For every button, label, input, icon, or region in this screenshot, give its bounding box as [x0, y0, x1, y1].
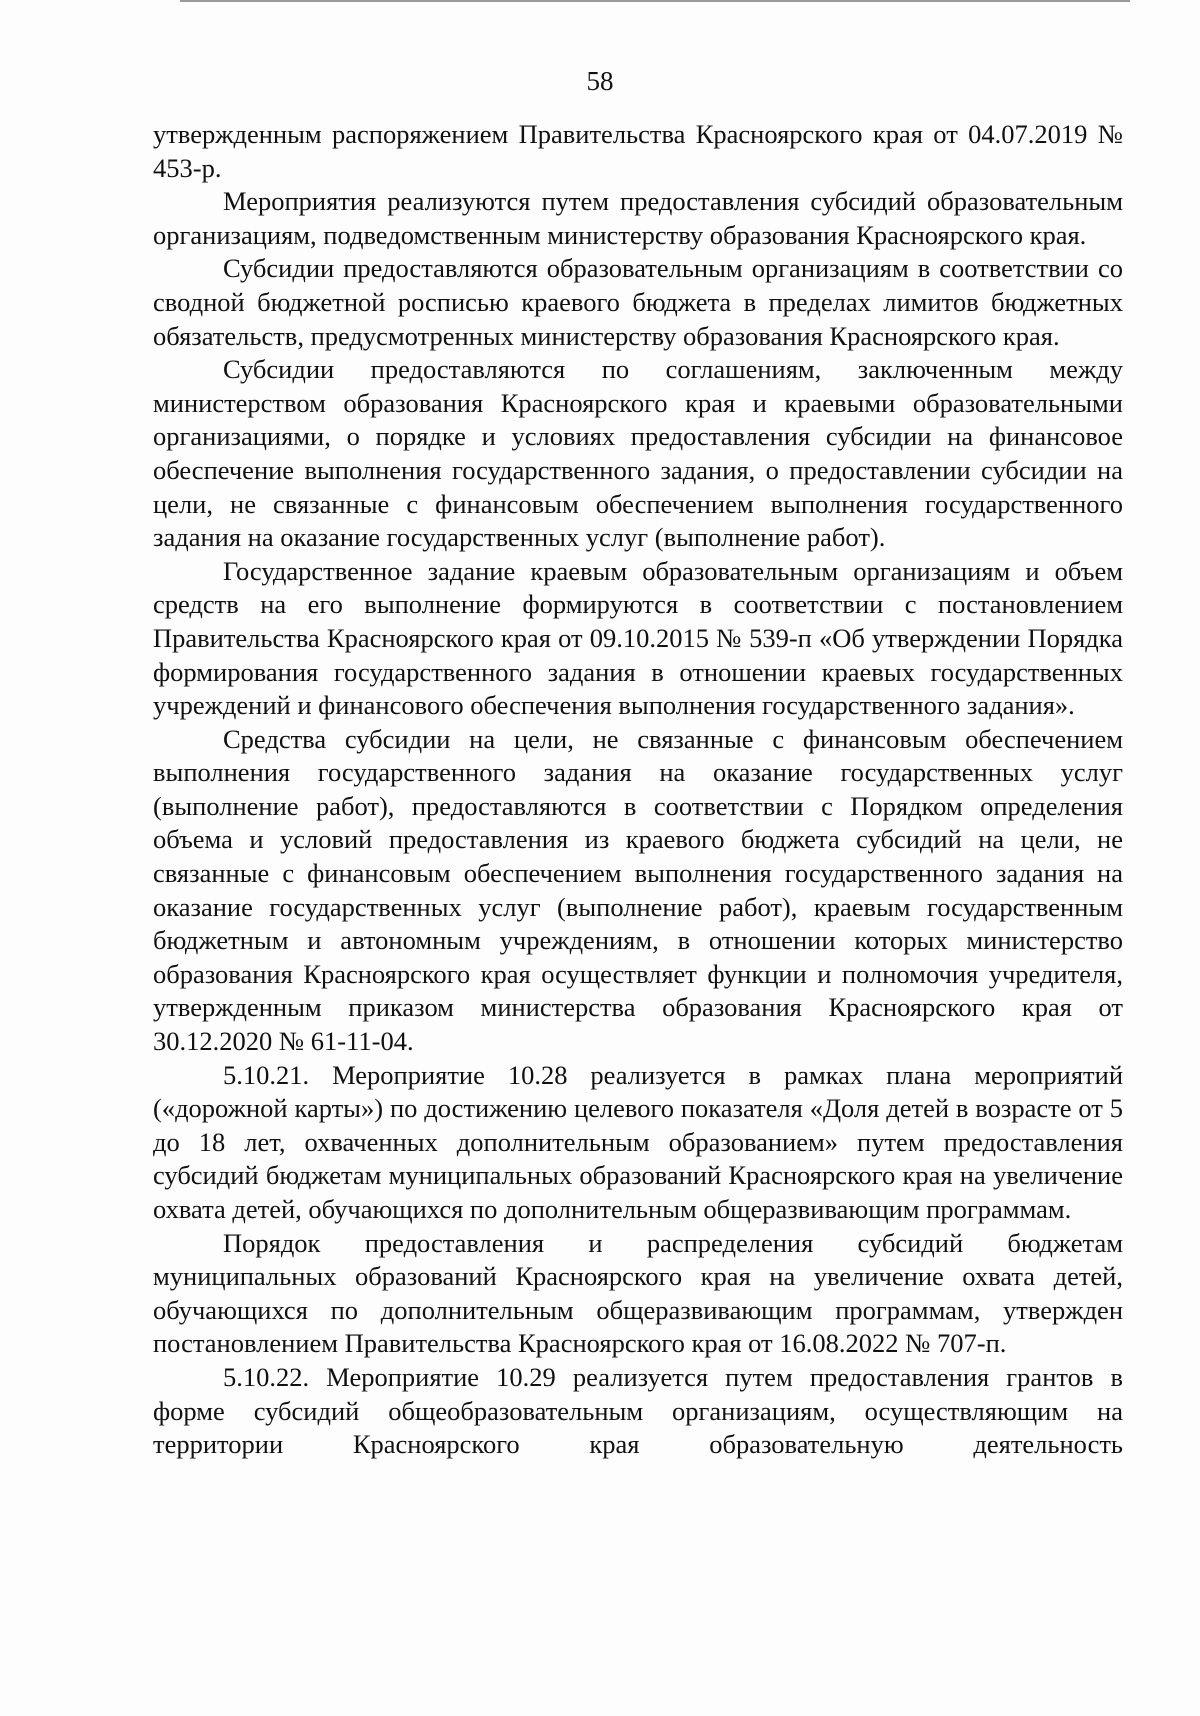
- paragraph: Субсидии предоставляются образовательным организациям в соответствии со сводной бюджетной росписью краевого бюджета в пределах лимитов бюджетных обязательств, предусмотренных министерству образования Красноярского края.: [153, 253, 1123, 351]
- paragraph: Средства субсидии на цели, не связанные с финансовым обеспечением выполнения государственного задания на оказание государственных услуг (выполнение работ), предоставляются в соответствии с Порядком определения объема и условий предоставления из краевого бюджета субсидий на цели, не связанные с финансовым обеспечением выполнения государственного задания на оказание государственных услуг (выполнение работ), краевым государственным бюджетным и автономным учреждениям, в отношении которых министерство образования Красноярского края осуществляет функции и полномочия учредителя, утвержденным приказом министерства образования Красноярского края от 30.12.2020 № 61-11-04.: [153, 723, 1123, 1057]
- paragraph: Субсидии предоставляются по соглашениям, заключенным между министерством образования Красноярского края и краевыми образовательными организациями, о порядке и условиях предоставления субсидии на финансовое обеспечение выполнения государственного задания, о предоставлении субсидии на цели, не связанные с финансовым обеспечением выполнения государственного задания на оказание государственных услуг (выполнение работ).: [153, 354, 1123, 553]
- paragraph-continuation: утвержденным распоряжением Правительства Красноярского края от 04.07.2019 № 453-р.: [153, 119, 1123, 183]
- page-number: 58: [586, 66, 614, 96]
- paragraph-section-5-10-21: 5.10.21. Мероприятие 10.28 реализуется в рамках плана мероприятий («дорожной карты») по достижению целевого показателя «Доля детей в возрасте от 5 до 18 лет, охваченных дополнительным образованием» путем предоставления субсидий бюджетам муниципальных образований Красноярского края на увеличение охвата детей, обучающихся по дополнительным общеразвивающим программам.: [153, 1059, 1123, 1224]
- scan-edge-line: [180, 0, 1130, 2]
- paragraph: Порядок предоставления и распределения субсидий бюджетам муниципальных образований Красноярского края на увеличение охвата детей, обучающихся по дополнительным общеразвивающим программам, утвержден постановлением Правительства Красноярского края от 16.08.2022 № 707-п.: [153, 1227, 1123, 1359]
- paragraph: Государственное задание краевым образовательным организациям и объем средств на его выполнение формируются в соответствии с постановлением Правительства Красноярского края от 09.10.2015 № 539-п «Об утверждении Порядка формирования государственного задания в отношении краевых государственных учреждений и финансового обеспечения выполнения государственного задания».: [153, 555, 1123, 721]
- paragraph-section-5-10-22: 5.10.22. Мероприятие 10.29 реализуется путем предоставления грантов в форме субсидий общеобразовательным организациям, осуществляющим на территории Красноярского края образовательную деятельность: [153, 1361, 1123, 1460]
- paragraph: Мероприятия реализуются путем предоставления субсидий образовательным организациям, подведомственным министерству образования Красноярского края.: [153, 186, 1123, 250]
- document-body: [153, 118, 1123, 1462]
